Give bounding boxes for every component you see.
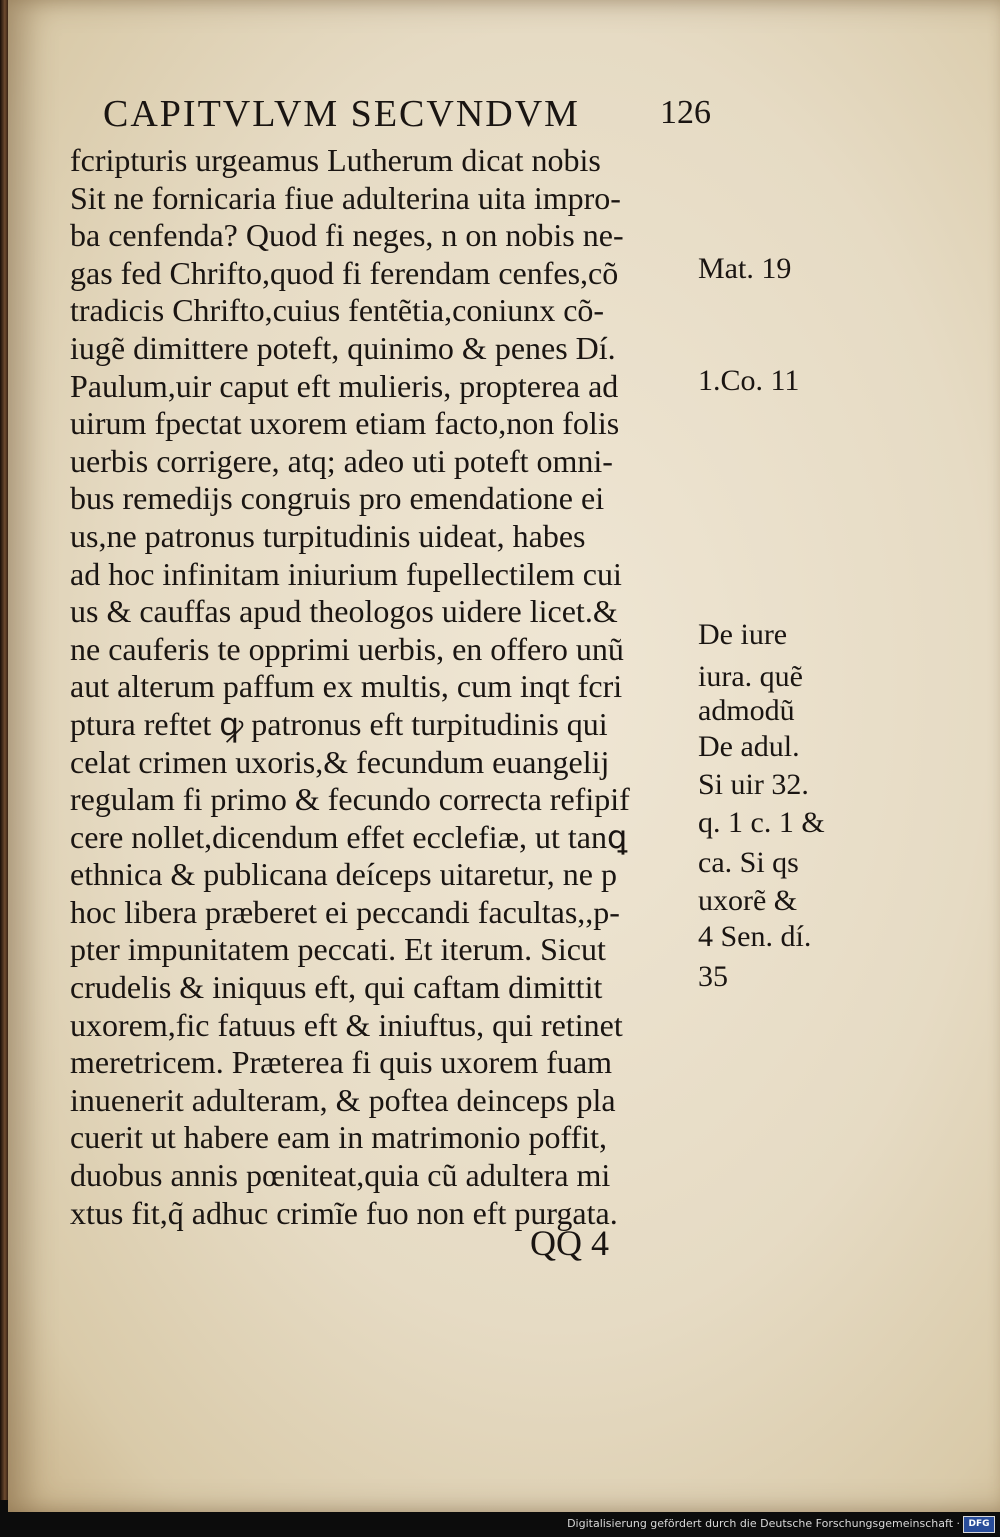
text-line: hoc libera præberet ei peccandi facultas,,p- xyxy=(70,893,620,930)
marginal-note: iura. quẽ xyxy=(698,660,803,693)
text-line: duobus annis pœniteat,quia cũ adultera mi xyxy=(70,1157,611,1194)
marginal-note: admodũ xyxy=(698,694,795,727)
text-line: fcripturis urgeamus Lutherum dicat nobis xyxy=(70,142,601,178)
text-line: pter impunitatem peccati. Et iterum. Sicut xyxy=(70,931,606,968)
marginal-note: 1.Co. 11 xyxy=(698,364,800,397)
text-line: ethnica & publicana deíceps uitaretur, ne p xyxy=(70,856,617,893)
text-line: bus remedijs congruis pro emendatione ei xyxy=(70,480,605,517)
text-line: ptura reftet ꝙ patronus eft turpitudinis qui xyxy=(70,705,608,742)
marginal-note: uxorẽ & xyxy=(698,884,798,917)
book-page xyxy=(8,0,1000,1512)
book-edge xyxy=(0,0,8,1500)
marginal-note: De iure xyxy=(698,618,788,651)
text-line: crudelis & iniquus eft, qui caftam dimittit xyxy=(70,969,603,1006)
text-line: meretricem. Præterea fi quis uxorem fuam xyxy=(70,1044,613,1081)
page-number: 126 xyxy=(660,94,711,131)
page-header xyxy=(103,92,711,142)
running-title: CAPITVLVM SECVNDVM xyxy=(103,93,580,135)
digitization-footer xyxy=(0,1512,1000,1537)
dfg-logo: DFG xyxy=(963,1516,995,1533)
text-line: us,ne patronus turpitudinis uideat, habes xyxy=(70,517,586,554)
text-line: us & cauffas apud theologos uidere licet.& xyxy=(70,593,618,630)
marginal-note: 4 Sen. dí. xyxy=(698,920,812,953)
marginal-note: 35 xyxy=(698,960,728,993)
text-line: uerbis corrigere, atq; adeo uti poteft omni- xyxy=(70,442,613,479)
text-line: gas fed Chrifto,quod fi ferendam cenfes,cõ xyxy=(70,254,619,291)
body-text xyxy=(70,142,710,1232)
marginal-note: q. 1 c. 1 & xyxy=(698,806,825,839)
text-line: ne cauferis te opprimi uerbis, en offero unũ xyxy=(70,630,624,667)
marginal-note: Si uir 32. xyxy=(698,768,809,801)
text-line: Paulum,uir caput eft mulieris, propterea ad xyxy=(70,367,619,404)
text-line: cere nollet,dicendum effet ecclefiæ, ut tanꝗ xyxy=(70,818,628,855)
text-line: inuenerit adulteram, & poftea deinceps pla xyxy=(70,1081,616,1118)
text-line: xtus fit,q̃ adhuc crimĩe fuo non eft purgata. xyxy=(70,1194,618,1231)
marginal-note: Mat. 19 xyxy=(698,252,792,285)
marginal-note: ca. Si qs xyxy=(698,846,799,879)
text-line: uxorem,fic fatuus eft & iniuftus, qui retinet xyxy=(70,1006,623,1043)
text-line: regulam fi primo & fecundo correcta refipif xyxy=(70,781,630,818)
text-line: Sit ne fornicaria fiue adulterina uita impro- xyxy=(70,179,621,216)
text-line: ba cenfenda? Quod fi neges, n on nobis ne- xyxy=(70,217,624,254)
funding-credit: Digitalisierung gefördert durch die Deutsche Forschungsgemeinschaft · xyxy=(567,1517,960,1530)
text-line: cuerit ut habere eam in matrimonio poffit, xyxy=(70,1119,608,1156)
text-line: uirum fpectat uxorem etiam facto,non folis xyxy=(70,405,620,442)
marginal-note: De adul. xyxy=(698,730,800,763)
text-line: aut alterum paffum ex multis, cum inqt fcri xyxy=(70,668,623,705)
text-line: celat crimen uxoris,& fecundum euangelij xyxy=(70,743,610,780)
text-line: tradicis Chrifto,cuius fentẽtia,coniunx cõ- xyxy=(70,292,605,329)
signature-mark: QQ 4 xyxy=(530,1223,609,1263)
text-line: iugẽ dimittere poteft, quinimo & penes Dí. xyxy=(70,329,616,366)
text-line: ad hoc infinitam iniurium fupellectilem cui xyxy=(70,555,622,592)
